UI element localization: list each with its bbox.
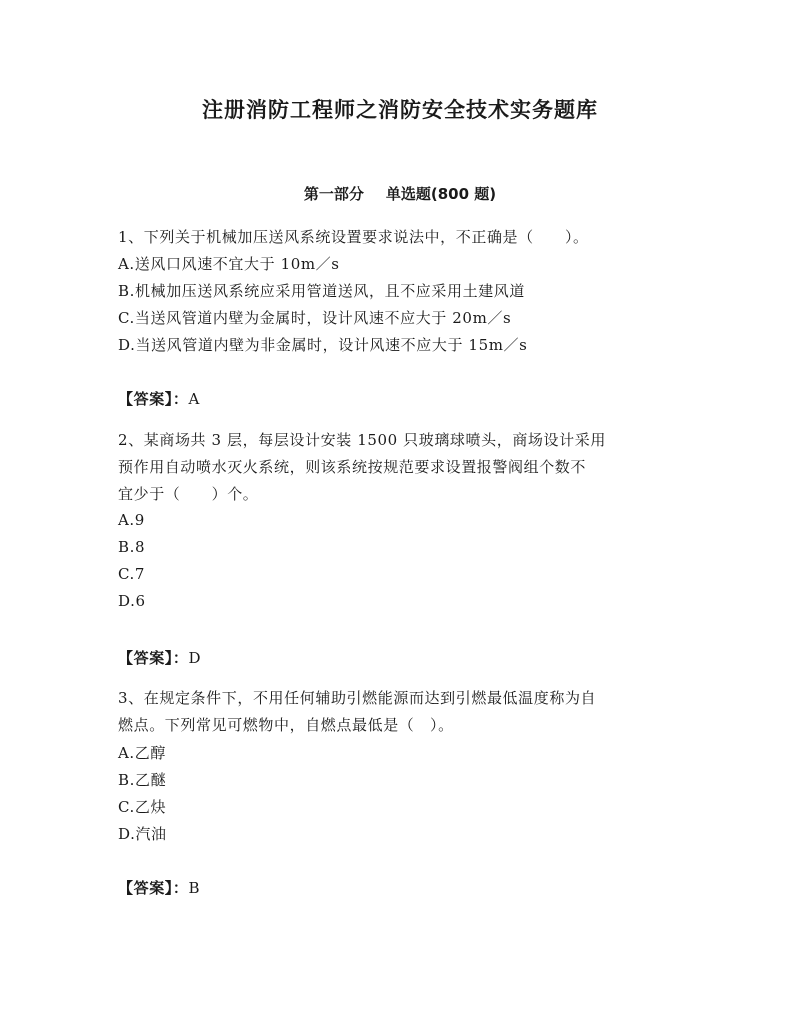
question-3-stem-line-2: 燃点。下列常见可燃物中，自燃点最低是（ ）。 xyxy=(118,716,454,734)
section-heading xyxy=(0,183,800,204)
question-1-option-b: B.机械加压送风系统应采用管道送风，且不应采用土建风道 xyxy=(118,282,525,300)
answer-value: A xyxy=(188,390,200,408)
question-1-option-d: D.当送风管道内壁为非金属时，设计风速不应大于 15m／s xyxy=(118,336,528,354)
question-2-stem-line-2: 预作用自动喷水灭火系统，则该系统按规范要求设置报警阀组个数不 xyxy=(118,458,587,476)
answer-label: 【答案】： xyxy=(118,879,189,897)
question-1-stem-line-1: 1、下列关于机械加压送风系统设置要求说法中，不正确是（ ）。 xyxy=(118,228,589,246)
question-2-option-b: B.8 xyxy=(118,538,146,556)
section-part: 第一部分 xyxy=(303,185,364,203)
question-2-option-a: A.9 xyxy=(118,511,145,529)
section-name: 单选题(800 题) xyxy=(385,185,497,203)
question-1-answer xyxy=(118,388,200,409)
question-3-option-b: B.乙醚 xyxy=(118,771,167,789)
question-2-option-c: C.7 xyxy=(118,565,146,583)
question-2-option-d: D.6 xyxy=(118,592,146,610)
document-title: 注册消防工程师之消防安全技术实务题库 xyxy=(202,98,598,122)
answer-value: B xyxy=(188,879,201,897)
question-3-option-c: C.乙炔 xyxy=(118,798,167,816)
question-3-answer xyxy=(118,877,200,898)
question-1-option-c: C.当送风管道内壁为金属时，设计风速不应大于 20m／s xyxy=(118,309,512,327)
question-1-option-a: A.送风口风速不宜大于 10m／s xyxy=(118,255,340,273)
answer-value: D xyxy=(188,649,202,667)
question-3-option-a: A.乙醇 xyxy=(118,744,167,762)
question-3-stem-line-1: 3、在规定条件下，不用任何辅助引燃能源而达到引燃最低温度称为自 xyxy=(118,689,597,707)
answer-label: 【答案】： xyxy=(118,649,189,667)
question-2-answer xyxy=(118,647,201,668)
answer-label: 【答案】： xyxy=(118,390,189,408)
question-2-stem-line-3: 宜少于（ ）个。 xyxy=(118,485,259,503)
question-3-option-d: D.汽油 xyxy=(118,825,167,843)
question-2-stem-line-1: 2、某商场共 3 层，每层设计安装 1500 只玻璃球喷头，商场设计采用 xyxy=(118,431,606,449)
